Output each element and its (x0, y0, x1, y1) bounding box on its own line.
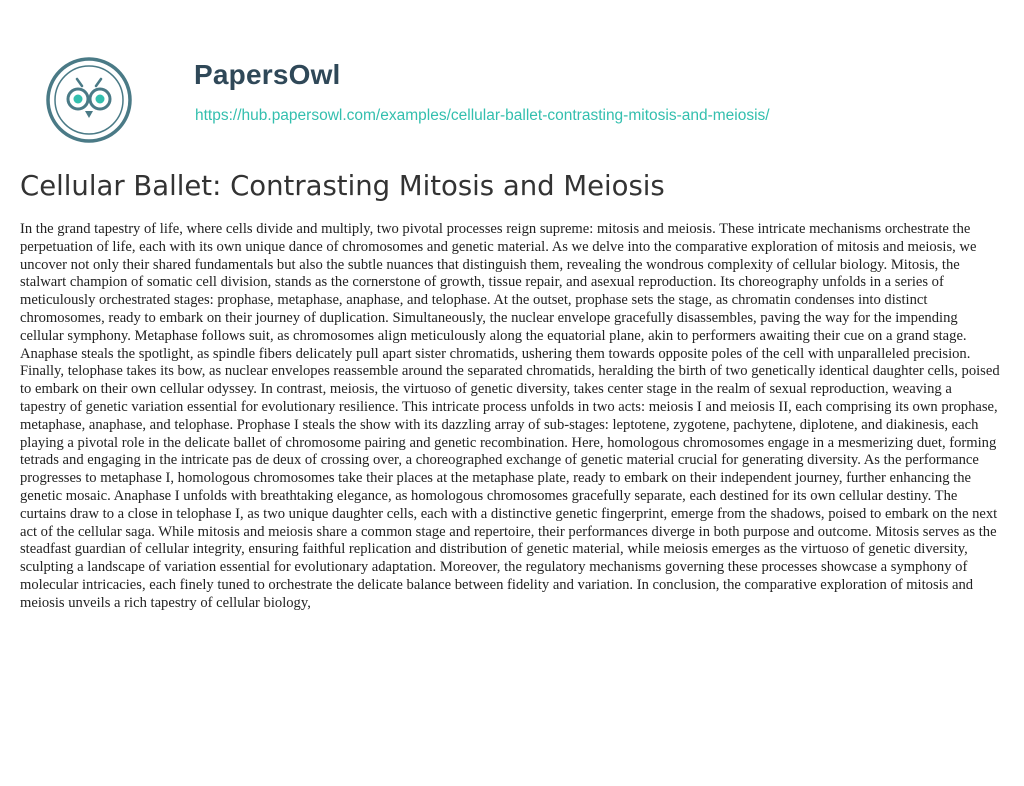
site-header (44, 55, 984, 145)
article-body: In the grand tapestry of life, where cells divide and multiply, two pivotal processes reign supreme: mitosis and meiosis. These intricate mechanisms orchestrate the perpetuation of life, each with its own unique dance of chromosomes and genetic material. As we delve into the comparative exploration of mitosis and meiosis, we uncover not only their shared fundamentals but also the subtle nuances that distinguish them, revealing the wondrous complexity of cellular biology. Mitosis, the stalwart champion of somatic cell division, stands as the cornerstone of growth, tissue repair, and asexual reproduction. Its choreography unfolds in a series of meticulously orchestrated stages: prophase, metaphase, anaphase, and telophase. At the outset, prophase sets the stage, as chromatin condenses into distinct chromosomes, ready to embark on their journey of duplication. Simultaneously, the nuclear envelope gracefully disassembles, paving the way for the impending cellular symphony. Metaphase follows suit, as chromosomes align meticulously along the equatorial plane, akin to performers awaiting their cue on a grand stage. Anaphase steals the spotlight, as spindle fibers delicately pull apart sister chromatids, ushering them towards opposite poles of the cell with unparalleled precision. Finally, telophase takes its bow, as nuclear envelopes reassemble around the separated chromatids, heralding the birth of two genetically identical daughter cells, poised to embark on their own cellular odyssey. In contrast, meiosis, the virtuoso of genetic diversity, takes center stage in the realm of sexual reproduction, weaving a tapestry of genetic variation essential for evolutionary resilience. This intricate process unfolds in two acts: meiosis I and meiosis II, each comprising its own prophase, metaphase, anaphase, and telophase. Prophase I steals the show with its dazzling array of sub-stages: leptotene, zygotene, pachytene, diplotene, and diakinesis, each playing a pivotal role in the delicate ballet of chromosome pairing and genetic recombination. Here, homologous chromosomes engage in a mesmerizing duet, forming tetrads and engaging in the intricate pas de deux of crossing over, a choreographed exchange of genetic material crucial for generating diversity. As the performance progresses to metaphase I, homologous chromosomes take their places at the metaphase plate, ready to embark on their independent journey, further enhancing the genetic mosaic. Anaphase I unfolds with breathtaking elegance, as homologous chromosomes gracefully separate, each destined for its own cellular destiny. The curtains draw to a close in telophase I, as two unique daughter cells, each with a distinctive genetic fingerprint, emerge from the shadows, poised to embark on the next act of the cellular saga. While mitosis and meiosis share a common stage and repertoire, their performances diverge in both purpose and outcome. Mitosis serves as the steadfast guardian of cellular integrity, ensuring faithful replication and distribution of genetic material, while meiosis emerges as the virtuoso of genetic diversity, sculpting a landscape of variation essential for evolutionary adaptation. Moreover, the regulatory mechanisms governing these processes showcase a symphony of molecular intricacies, each finely tuned to orchestrate the delicate balance between fidelity and variation. In conclusion, the comparative exploration of mitosis and meiosis unveils a rich tapestry of cellular biology, (20, 221, 1000, 611)
source-url[interactable]: https://hub.papersowl.com/examples/cellular-ballet-contrasting-mitosis-and-meiosis/ (195, 107, 770, 124)
owl-logo-svg (44, 55, 134, 145)
page-title: Cellular Ballet: Contrasting Mitosis and Meiosis (20, 170, 665, 202)
brand-name[interactable]: PapersOwl (194, 59, 341, 90)
owl-logo-icon (44, 55, 134, 145)
